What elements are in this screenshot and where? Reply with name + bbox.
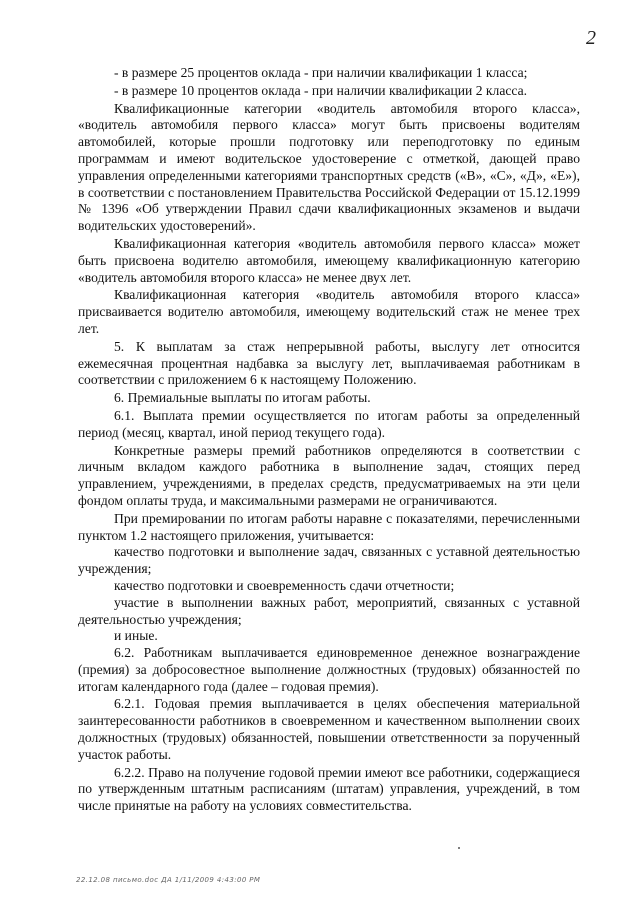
list-item: и иные. — [114, 628, 158, 644]
paragraph: Квалификационная категория «водитель автомобиля первого класса» может быть присвоена водителю автомобиля, имеющему квалификационную категорию «водитель автомобиля второго класса» не менее двух лет. — [78, 235, 580, 285]
paragraph: - в размере 10 процентов оклада - при наличии квалификации 2 класса. — [114, 82, 528, 98]
paragraph: 6.2.2. Право на получение годовой премии имеют все работники, содержащиеся по утвержденным штатным расписаниям (штатам) управления, учреждений, в том числе принятые на работу на условиях совместительства. — [78, 764, 580, 814]
criteria-list — [78, 544, 580, 645]
footer-file-stamp: 22.12.08 письмо.doc ДА 1/11/2009 4:43:00 PM — [76, 876, 261, 884]
list-item: качество подготовки и выполнение задач, связанных с уставной деятельностью учреждения; — [78, 544, 580, 577]
paragraph: При премировании по итогам работы наравне с показателями, перечисленными пунктом 1.2 настоящего приложения, учитывается: — [78, 510, 580, 543]
list-item: качество подготовки и своевременность сдачи отчетности; — [114, 577, 455, 593]
scan-speck — [458, 847, 460, 849]
paragraph: 6.2. Работникам выплачивается единовременное денежное вознаграждение (премия) за добросовестное выполнение должностных (трудовых) обязанностей по итогам календарного года (далее – годовая премия). — [78, 645, 580, 694]
paragraph: 5. К выплатам за стаж непрерывной работы, выслугу лет относится ежемесячная процентная надбавка за выслугу лет, выплачиваемая работникам в соответствии с приложением 6 к настоящему Положению. — [78, 338, 580, 388]
document-body — [78, 65, 580, 815]
section-heading: 6. Премиальные выплаты по итогам работы. — [114, 390, 371, 406]
paragraph: Квалификационная категория «водитель автомобиля второго класса» присваивается водителю автомобиля, имеющему водительский стаж не менее трех лет. — [78, 287, 580, 336]
list-item: участие в выполнении важных работ, мероприятий, связанных с уставной деятельностью учреждения; — [78, 594, 580, 627]
paragraph: - в размере 25 процентов оклада - при наличии квалификации 1 класса; — [114, 65, 528, 80]
paragraph: 6.2.1. Годовая премия выплачивается в целях обеспечения материальной заинтересованности работников в своевременном и качественном выполнении своих должностных (трудовых) обязанностей, повышении ответственности за порученный участок работы. — [78, 696, 580, 762]
page-number: 2 — [586, 27, 596, 49]
paragraph: Квалификационные категории «водитель автомобиля второго класса», «водитель автомобиля первого класса» могут быть присвоены водителям автомобилей, которые прошли подготовку или переподготовку по единым программам и имеют водительское удостоверение с отметкой, дающей право управления определенными категориями транспортных средств («В», «С», «Д», «Е»), в соответствии с постановлением Правительства Российской Федерации от 15.12.1999 № 1396 «Об утверждении Правил сдачи квалификационных экзаменов и выдачи водительских удостоверений». — [78, 100, 580, 234]
paragraph: Конкретные размеры премий работников определяются в соответствии с личным вкладом каждого работника в выполнение задач, стоящих перед управлением, учреждениями, в пределах средств, предусматриваемых на эти цели фондом оплаты труда, и максимальными размерами не ограничиваются. — [78, 442, 580, 508]
paragraph: 6.1. Выплата премии осуществляется по итогам работы за определенный период (месяц, квартал, иной период текущего года). — [78, 407, 580, 440]
